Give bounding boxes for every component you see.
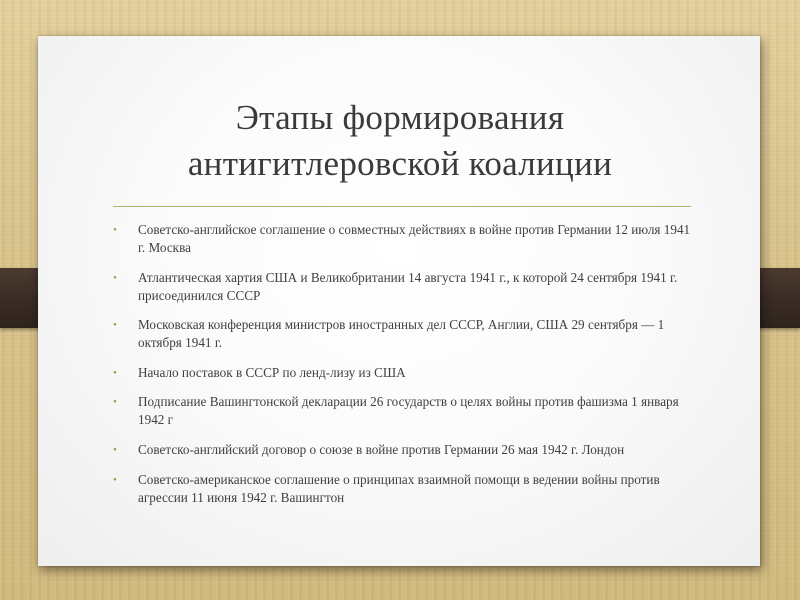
slide-title-line-1: Этапы формирования	[235, 98, 565, 137]
bullet-item	[113, 316, 693, 352]
bullet-item	[113, 471, 693, 507]
slide-title	[0, 95, 800, 187]
bullet-text: Советско-английский договор о союзе в войне против Германии 26 мая 1942 г. Лондон	[138, 441, 625, 457]
bullet-item	[113, 393, 693, 429]
bullet-item	[113, 269, 693, 305]
bullet-text: Советско-американское соглашение о принципах взаимной помощи в ведении войны против агрессии 11 июня 1942 г. Вашингтон	[138, 471, 660, 505]
bullet-item	[113, 364, 693, 382]
bullet-icon: •	[113, 224, 117, 236]
bullet-icon: •	[113, 271, 117, 284]
bullet-item	[113, 221, 693, 257]
bullet-icon: •	[113, 366, 117, 379]
bullet-item	[113, 441, 693, 459]
bullet-text: Московская конференция министров иностранных дел СССР, Англии, США 29 сентября — 1 октября 1941 г.	[138, 317, 665, 351]
bullet-icon: •	[113, 396, 117, 409]
bullet-icon: •	[113, 473, 117, 486]
slide-title-line-2: антигитлеровской коалиции	[187, 144, 613, 183]
title-divider	[113, 206, 691, 207]
bullet-list	[113, 221, 693, 518]
bullet-text: Советско-английское соглашение о совместных действиях в войне против Германии 12 июля 1941 г. Москва	[138, 222, 691, 255]
bullet-text: Атлантическая хартия США и Великобритании 14 августа 1941 г., к которой 24 сентября 1941 г. присоединился СССР	[138, 269, 678, 303]
bullet-text: Начало поставок в СССР по ленд-лизу из США	[138, 364, 406, 380]
bullet-icon: •	[113, 319, 117, 332]
bullet-icon: •	[113, 443, 117, 456]
bullet-text: Подписание Вашингтонской декларации 26 государств о целях войны против фашизма 1 января 1942 г	[138, 394, 679, 428]
